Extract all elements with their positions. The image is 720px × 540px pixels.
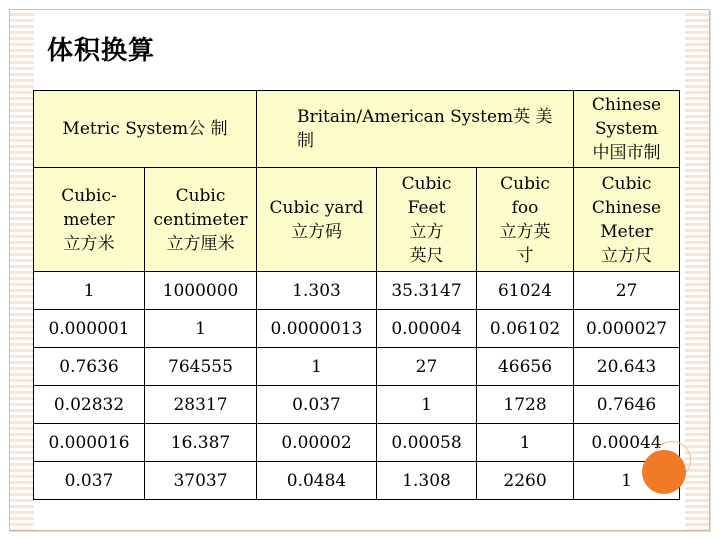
table-cell: 1 [377,386,477,424]
metric-system-header: Metric System公 制 [34,91,257,168]
unit-cubic-meter: Cubic-meter 立方米 [34,168,145,272]
table-cell: 0.00002 [257,424,377,462]
table-row [34,310,680,348]
table-cell: 37037 [145,462,257,500]
unit-cubic-chinese-meter: Cubic Chinese Meter 立方尺 [574,168,680,272]
table-cell: 0.00004 [377,310,477,348]
table-row [34,386,680,424]
table-row [34,462,680,500]
table-cell: 0.7646 [574,386,680,424]
table-cell: 2260 [477,462,574,500]
table-cell: 764555 [145,348,257,386]
table-cell: 1728 [477,386,574,424]
table-cell: 1.308 [377,462,477,500]
table-cell: 35.3147 [377,272,477,310]
table-cell: 27 [377,348,477,386]
table-cell: 16.387 [145,424,257,462]
table-cell: 28317 [145,386,257,424]
table-cell: 0.00058 [377,424,477,462]
table-row [34,272,680,310]
unit-cubic-feet: Cubic Feet 立方 英尺 [377,168,477,272]
table-cell: 61024 [477,272,574,310]
table-cell: 1 [257,348,377,386]
unit-cubic-centimeter: Cubic centimeter 立方厘米 [145,168,257,272]
chinese-system-header: Chinese System 中国市制 [574,91,680,168]
table-row [34,424,680,462]
volume-conversion-table [33,90,680,500]
table-cell: 0.000027 [574,310,680,348]
table-cell: 46656 [477,348,574,386]
table-cell: 0.0484 [257,462,377,500]
decorative-stripe-left [10,10,34,530]
table-cell: 0.00044 [574,424,680,462]
table-cell: 1 [574,462,680,500]
unit-cubic-yard: Cubic yard 立方码 [257,168,377,272]
table-cell: 0.02832 [34,386,145,424]
table-cell: 0.000016 [34,424,145,462]
table-cell: 1000000 [145,272,257,310]
unit-cubic-inch: Cubic foo 立方英 寸 [477,168,574,272]
page-title: 体积换算 [47,36,156,66]
table-cell: 27 [574,272,680,310]
table-cell: 1 [477,424,574,462]
table-cell: 0.7636 [34,348,145,386]
decorative-circle [642,450,686,494]
table-cell: 1 [34,272,145,310]
table-cell: 20.643 [574,348,680,386]
british-american-system-header: Britain/American System英 美 制 [257,91,574,168]
table-cell: 0.06102 [477,310,574,348]
table-cell: 1.303 [257,272,377,310]
table-cell: 0.0000013 [257,310,377,348]
table-row [34,348,680,386]
table-cell: 0.037 [257,386,377,424]
table-cell: 0.037 [34,462,145,500]
table-cell: 1 [145,310,257,348]
table-cell: 0.000001 [34,310,145,348]
